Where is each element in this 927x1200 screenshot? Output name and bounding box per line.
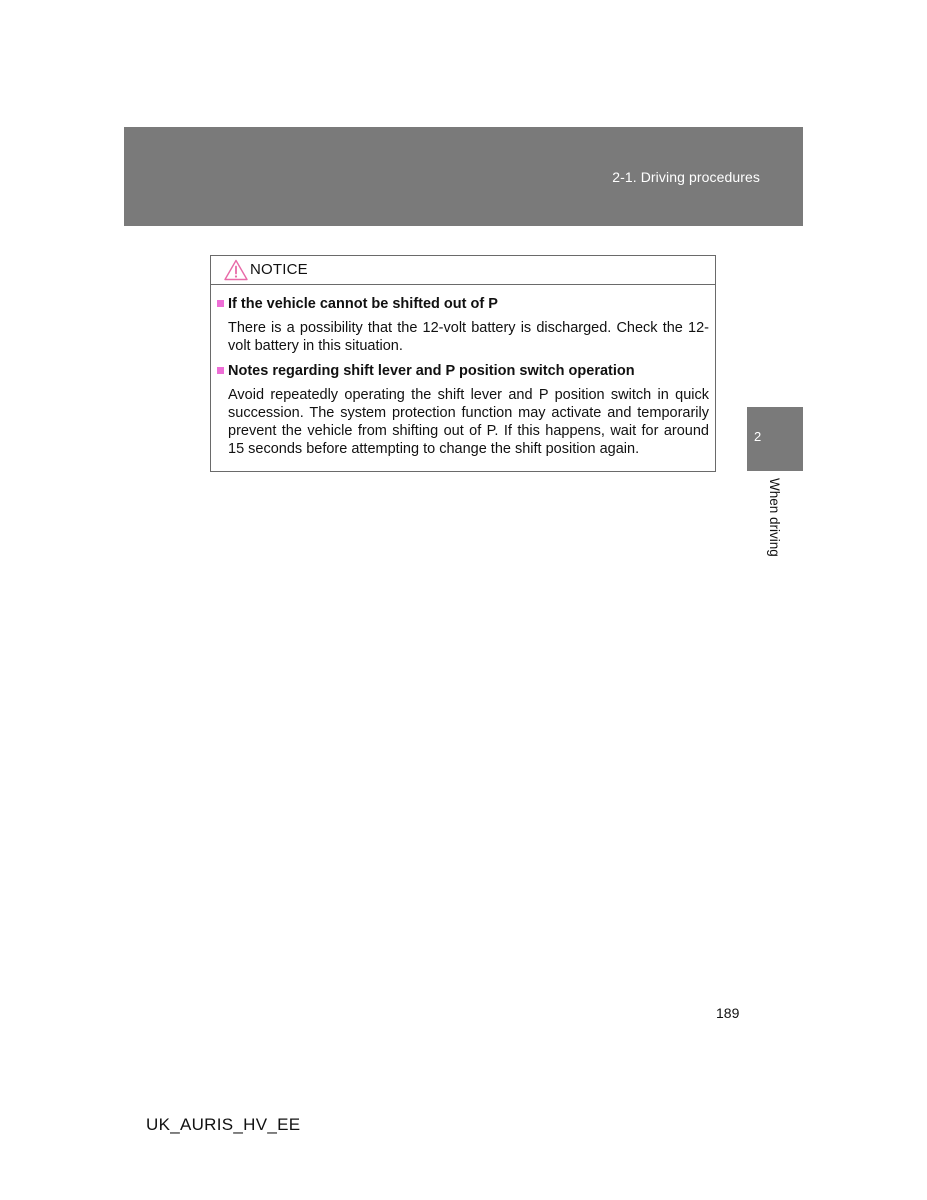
notice-item-text: There is a possibility that the 12-volt battery is discharged. Check the 12-volt battery in this situation. bbox=[228, 320, 709, 355]
bullet-square-icon bbox=[217, 367, 224, 374]
chapter-label: When driving bbox=[767, 478, 782, 557]
bullet-square-icon bbox=[217, 300, 224, 307]
notice-label: NOTICE bbox=[250, 261, 308, 278]
section-title: 2-1. Driving procedures bbox=[612, 169, 760, 185]
chapter-tab bbox=[747, 407, 803, 471]
warning-triangle-icon bbox=[224, 259, 248, 281]
notice-item-text: Avoid repeatedly operating the shift lever and P position switch in quick succession. The system protection function may activate and temporarily prevent the vehicle from shifting out of P. If this happens, wait for around 15 seconds before attempting to change the shift position again. bbox=[228, 386, 709, 458]
notice-item-title bbox=[217, 295, 709, 313]
notice-item-title-text: Notes regarding shift lever and P position switch operation bbox=[228, 362, 635, 379]
page-number: 189 bbox=[716, 1005, 740, 1021]
header-band bbox=[124, 127, 803, 226]
notice-header bbox=[211, 256, 715, 285]
notice-item-title-text: If the vehicle cannot be shifted out of P bbox=[228, 296, 498, 312]
notice-box bbox=[210, 255, 716, 472]
notice-item-title bbox=[217, 362, 709, 380]
notice-body bbox=[211, 285, 715, 459]
chapter-number: 2 bbox=[754, 429, 762, 444]
document-code: UK_AURIS_HV_EE bbox=[146, 1115, 301, 1134]
